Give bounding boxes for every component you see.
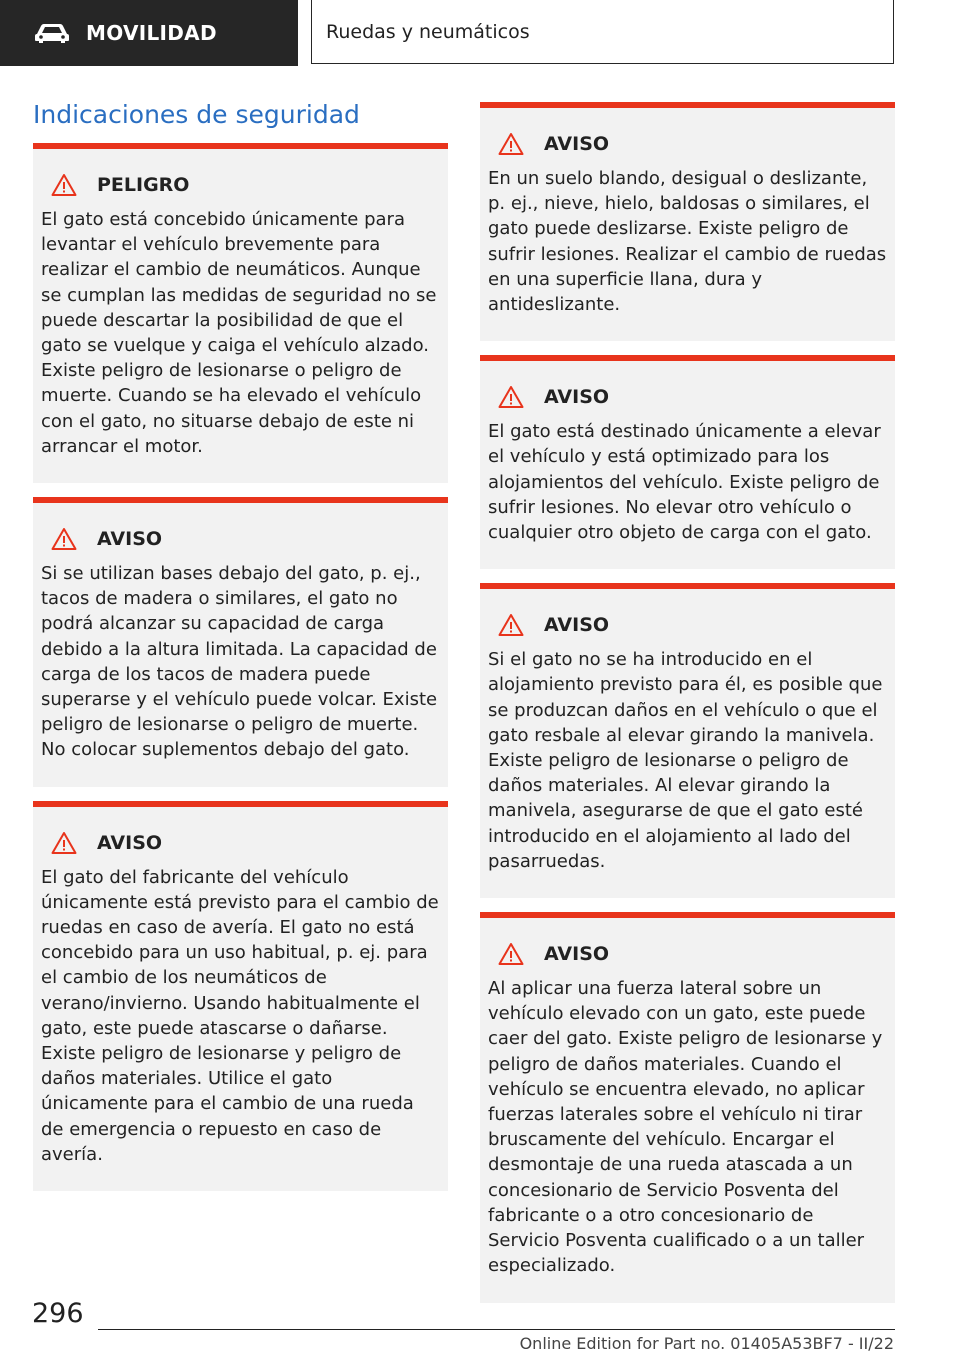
notice-text: Si el gato no se ha introducido en el alojamiento previsto para él, es posible que se produzcan daños en el vehículo o que el gato resbale al elevar girando la manivela. Existe peligro de lesionarse o peligro de daños materiales. Al elevar girando la manivela, asegurarse de que el gato esté introducido en el alojamiento al lado del pasarruedas. xyxy=(488,649,883,872)
warning-triangle-icon xyxy=(51,173,77,197)
edition-note: Online Edition for Part no. 01405A53BF7 - II/22 xyxy=(519,1334,894,1353)
section-title: Indicaciones de seguridad xyxy=(33,100,360,129)
notice-text: El gato del fabricante del vehículo únicamente está previsto para el cambio de ruedas en caso de avería. El gato no está concebido para un uso habitual, p. ej. para el cambio de los neumáticos de verano/invierno. Usando habitualmente el gato, este puede atascarse o dañarse. Existe peligro de lesionarse y peligro de daños materiales. Utilice el gato únicamente para el cambio de una rueda de emergencia o repuesto en caso de avería. xyxy=(41,866,439,1165)
notice-title: AVISO xyxy=(544,133,610,155)
warning-notice xyxy=(480,912,895,1302)
notice-text: El gato está concebido únicamente para levantar el vehículo brevemente para realizar el cambio de neumáticos. Aunque se cumplan las medidas de seguridad no se puede descartar la posibilidad de que el gato se vuelque y caiga el vehículo alzado. Existe peligro de lesionarse o peligro de muerte. Cuando se ha elevado el vehículo con el gato, no situarse debajo de este ni arrancar el motor. xyxy=(41,209,437,457)
page-header xyxy=(0,0,960,66)
chapter-tab xyxy=(311,0,894,64)
right-column xyxy=(480,102,895,1317)
notice-head xyxy=(498,385,887,409)
warning-triangle-icon xyxy=(498,132,524,156)
danger-notice xyxy=(33,143,448,483)
warning-notice xyxy=(480,583,895,898)
warning-notice xyxy=(33,801,448,1191)
notice-head xyxy=(51,527,440,551)
car-icon xyxy=(34,22,70,44)
notice-title: AVISO xyxy=(544,386,610,409)
notice-head xyxy=(51,173,440,197)
notice-head xyxy=(498,613,887,637)
warning-triangle-icon xyxy=(498,942,524,966)
notice-title: PELIGRO xyxy=(97,174,190,196)
notice-title: AVISO xyxy=(544,614,610,637)
notice-text: El gato está destinado únicamente a elevar el vehículo y está optimizado para los alojamientos del vehículo. Existe peligro de sufrir lesiones. No elevar otro vehículo o cualquier otro objeto de carga con el gato. xyxy=(488,421,881,544)
notice-head xyxy=(498,132,887,156)
warning-triangle-icon xyxy=(51,831,77,855)
notice-text: Al aplicar una fuerza lateral sobre un vehículo elevado con un gato, este puede caer del gato. Existe peligro de lesionarse y peligro de daños materiales. Cuando el vehículo se encuentra elevado, no aplicar fuerzas laterales sobre el vehículo ni tirar bruscamente del vehículo. Encargar el desmontaje de una rueda atascada a un concesionario de Servicio Posventa del fabricante o a otro concesionario de Servicio Posventa cualificado o a un taller especializado. xyxy=(488,978,883,1277)
warning-triangle-icon xyxy=(51,527,77,551)
section-label: MOVILIDAD xyxy=(86,21,217,45)
notice-title: AVISO xyxy=(97,528,163,551)
page-number: 296 xyxy=(32,1298,84,1329)
notice-title: AVISO xyxy=(97,831,163,854)
section-tab xyxy=(0,0,298,66)
notice-text: En un suelo blando, desigual o deslizante, p. ej., nieve, hielo, baldosas o similares, el gato puede deslizarse. Existe peligro de sufrir lesiones. Realizar el cambio de ruedas en una superficie llana, dura y antideslizante. xyxy=(488,168,887,316)
left-column xyxy=(33,143,448,1205)
warning-triangle-icon xyxy=(498,613,524,637)
footer-divider xyxy=(98,1329,895,1330)
notice-head xyxy=(498,942,887,966)
warning-notice xyxy=(480,102,895,341)
chapter-label: Ruedas y neumáticos xyxy=(326,20,530,43)
notice-head xyxy=(51,831,440,855)
warning-triangle-icon xyxy=(498,385,524,409)
notice-text: Si se utilizan bases debajo del gato, p. ej., tacos de madera o similares, el gato no podrá alcanzar su capacidad de carga debido a la altura limitada. La capacidad de carga de los tacos de madera puede superarse y el vehículo puede volcar. Existe peligro de lesionarse o peligro de muerte. No colocar suplementos debajo del gato. xyxy=(41,563,438,761)
warning-notice xyxy=(480,355,895,569)
notice-title: AVISO xyxy=(544,943,610,966)
warning-notice xyxy=(33,497,448,787)
